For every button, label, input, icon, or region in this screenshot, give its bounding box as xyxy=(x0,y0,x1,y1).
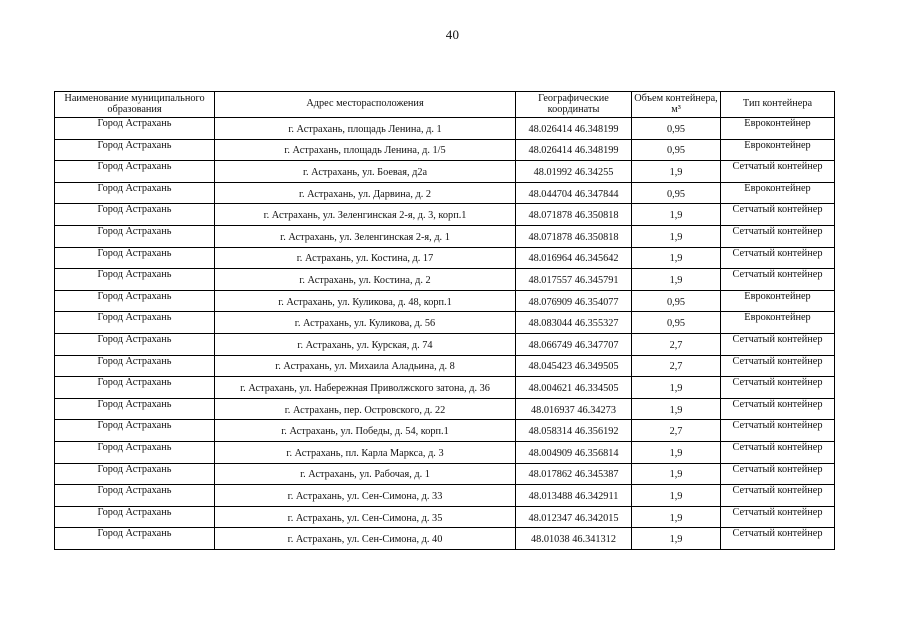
coordinates-cell: 48.004621 46.334505 xyxy=(516,377,632,399)
volume-cell: 1,9 xyxy=(632,204,721,226)
table-row xyxy=(55,377,835,399)
coordinates-cell: 48.076909 46.354077 xyxy=(516,290,632,312)
container-type-cell: Сетчатый контейнер xyxy=(721,269,835,291)
municipality-cell: Город Астрахань xyxy=(55,161,215,183)
container-type-cell: Сетчатый контейнер xyxy=(721,485,835,507)
volume-cell: 1,9 xyxy=(632,506,721,528)
volume-cell: 2,7 xyxy=(632,355,721,377)
municipality-cell: Город Астрахань xyxy=(55,377,215,399)
header-container-type: Тип контейнера xyxy=(721,92,835,118)
container-type-cell: Сетчатый контейнер xyxy=(721,528,835,550)
coordinates-cell: 48.017557 46.345791 xyxy=(516,269,632,291)
coordinates-cell: 48.066749 46.347707 xyxy=(516,333,632,355)
coordinates-cell: 48.01038 46.341312 xyxy=(516,528,632,550)
volume-cell: 1,9 xyxy=(632,485,721,507)
municipality-cell: Город Астрахань xyxy=(55,441,215,463)
volume-cell: 1,9 xyxy=(632,225,721,247)
volume-cell: 2,7 xyxy=(632,420,721,442)
volume-cell: 0,95 xyxy=(632,118,721,140)
container-type-cell: Сетчатый контейнер xyxy=(721,377,835,399)
header-coordinates: Географические координаты xyxy=(516,92,632,118)
municipality-cell: Город Астрахань xyxy=(55,463,215,485)
volume-cell: 1,9 xyxy=(632,161,721,183)
address-cell: г. Астрахань, пер. Островского, д. 22 xyxy=(215,398,516,420)
coordinates-cell: 48.071878 46.350818 xyxy=(516,204,632,226)
table-header-row xyxy=(55,92,835,118)
volume-cell: 1,9 xyxy=(632,377,721,399)
municipality-cell: Город Астрахань xyxy=(55,312,215,334)
volume-cell: 1,9 xyxy=(632,441,721,463)
address-cell: г. Астрахань, ул. Зеленгинская 2-я, д. 1 xyxy=(215,225,516,247)
coordinates-cell: 48.012347 46.342015 xyxy=(516,506,632,528)
header-volume: Объем контейнера, м³ xyxy=(632,92,721,118)
coordinates-cell: 48.058314 46.356192 xyxy=(516,420,632,442)
coordinates-cell: 48.083044 46.355327 xyxy=(516,312,632,334)
municipality-cell: Город Астрахань xyxy=(55,290,215,312)
address-cell: г. Астрахань, ул. Зеленгинская 2-я, д. 3, корп.1 xyxy=(215,204,516,226)
table-row xyxy=(55,463,835,485)
address-cell: г. Астрахань, ул. Куликова, д. 48, корп.1 xyxy=(215,290,516,312)
table-body xyxy=(55,118,835,550)
table-row xyxy=(55,312,835,334)
table-row xyxy=(55,355,835,377)
municipality-cell: Город Астрахань xyxy=(55,118,215,140)
table-row xyxy=(55,441,835,463)
coordinates-cell: 48.01992 46.34255 xyxy=(516,161,632,183)
municipality-cell: Город Астрахань xyxy=(55,485,215,507)
municipality-cell: Город Астрахань xyxy=(55,528,215,550)
volume-cell: 0,95 xyxy=(632,182,721,204)
table-row xyxy=(55,139,835,161)
container-type-cell: Сетчатый контейнер xyxy=(721,420,835,442)
address-cell: г. Астрахань, ул. Победы, д. 54, корп.1 xyxy=(215,420,516,442)
table-row xyxy=(55,528,835,550)
container-sites-table xyxy=(54,91,835,550)
container-type-cell: Сетчатый контейнер xyxy=(721,247,835,269)
municipality-cell: Город Астрахань xyxy=(55,420,215,442)
container-type-cell: Евроконтейнер xyxy=(721,118,835,140)
coordinates-cell: 48.044704 46.347844 xyxy=(516,182,632,204)
volume-cell: 0,95 xyxy=(632,312,721,334)
table-row xyxy=(55,420,835,442)
address-cell: г. Астрахань, ул. Сен-Симона, д. 35 xyxy=(215,506,516,528)
municipality-cell: Город Астрахань xyxy=(55,398,215,420)
table-row xyxy=(55,161,835,183)
container-type-cell: Сетчатый контейнер xyxy=(721,161,835,183)
coordinates-cell: 48.016937 46.34273 xyxy=(516,398,632,420)
municipality-cell: Город Астрахань xyxy=(55,139,215,161)
address-cell: г. Астрахань, ул. Куликова, д. 56 xyxy=(215,312,516,334)
table-row xyxy=(55,485,835,507)
container-type-cell: Сетчатый контейнер xyxy=(721,333,835,355)
address-cell: г. Астрахань, пл. Карла Маркса, д. 3 xyxy=(215,441,516,463)
address-cell: г. Астрахань, площадь Ленина, д. 1/5 xyxy=(215,139,516,161)
address-cell: г. Астрахань, ул. Костина, д. 17 xyxy=(215,247,516,269)
address-cell: г. Астрахань, ул. Дарвина, д. 2 xyxy=(215,182,516,204)
coordinates-cell: 48.045423 46.349505 xyxy=(516,355,632,377)
municipality-cell: Город Астрахань xyxy=(55,333,215,355)
table-row xyxy=(55,333,835,355)
municipality-cell: Город Астрахань xyxy=(55,506,215,528)
container-type-cell: Сетчатый контейнер xyxy=(721,204,835,226)
address-cell: г. Астрахань, ул. Михаила Аладьина, д. 8 xyxy=(215,355,516,377)
volume-cell: 1,9 xyxy=(632,398,721,420)
container-type-cell: Сетчатый контейнер xyxy=(721,225,835,247)
address-cell: г. Астрахань, ул. Курская, д. 74 xyxy=(215,333,516,355)
container-type-cell: Евроконтейнер xyxy=(721,139,835,161)
coordinates-cell: 48.071878 46.350818 xyxy=(516,225,632,247)
table-row xyxy=(55,182,835,204)
volume-cell: 1,9 xyxy=(632,463,721,485)
municipality-cell: Город Астрахань xyxy=(55,269,215,291)
municipality-cell: Город Астрахань xyxy=(55,182,215,204)
volume-cell: 0,95 xyxy=(632,139,721,161)
volume-cell: 2,7 xyxy=(632,333,721,355)
volume-cell: 0,95 xyxy=(632,290,721,312)
address-cell: г. Астрахань, ул. Боевая, д2а xyxy=(215,161,516,183)
header-municipality: Наименование муниципального образования xyxy=(55,92,215,118)
municipality-cell: Город Астрахань xyxy=(55,225,215,247)
municipality-cell: Город Астрахань xyxy=(55,247,215,269)
coordinates-cell: 48.017862 46.345387 xyxy=(516,463,632,485)
address-cell: г. Астрахань, площадь Ленина, д. 1 xyxy=(215,118,516,140)
container-type-cell: Сетчатый контейнер xyxy=(721,506,835,528)
volume-cell: 1,9 xyxy=(632,528,721,550)
coordinates-cell: 48.016964 46.345642 xyxy=(516,247,632,269)
coordinates-cell: 48.026414 46.348199 xyxy=(516,139,632,161)
address-cell: г. Астрахань, ул. Набережная Приволжского затона, д. 36 xyxy=(215,377,516,399)
table-row xyxy=(55,398,835,420)
container-type-cell: Сетчатый контейнер xyxy=(721,398,835,420)
address-cell: г. Астрахань, ул. Костина, д. 2 xyxy=(215,269,516,291)
table-row xyxy=(55,290,835,312)
container-type-cell: Евроконтейнер xyxy=(721,290,835,312)
table-row xyxy=(55,247,835,269)
coordinates-cell: 48.026414 46.348199 xyxy=(516,118,632,140)
container-type-cell: Сетчатый контейнер xyxy=(721,441,835,463)
coordinates-cell: 48.004909 46.356814 xyxy=(516,441,632,463)
container-type-cell: Евроконтейнер xyxy=(721,182,835,204)
container-type-cell: Сетчатый контейнер xyxy=(721,463,835,485)
volume-cell: 1,9 xyxy=(632,269,721,291)
coordinates-cell: 48.013488 46.342911 xyxy=(516,485,632,507)
container-type-cell: Сетчатый контейнер xyxy=(721,355,835,377)
table-row xyxy=(55,225,835,247)
address-cell: г. Астрахань, ул. Сен-Симона, д. 33 xyxy=(215,485,516,507)
page-number: 40 xyxy=(445,27,460,42)
table-row xyxy=(55,269,835,291)
table-row xyxy=(55,118,835,140)
municipality-cell: Город Астрахань xyxy=(55,204,215,226)
table-row xyxy=(55,506,835,528)
table-row xyxy=(55,204,835,226)
address-cell: г. Астрахань, ул. Рабочая, д. 1 xyxy=(215,463,516,485)
container-type-cell: Евроконтейнер xyxy=(721,312,835,334)
header-address: Адрес месторасположения xyxy=(215,92,516,118)
address-cell: г. Астрахань, ул. Сен-Симона, д. 40 xyxy=(215,528,516,550)
volume-cell: 1,9 xyxy=(632,247,721,269)
municipality-cell: Город Астрахань xyxy=(55,355,215,377)
